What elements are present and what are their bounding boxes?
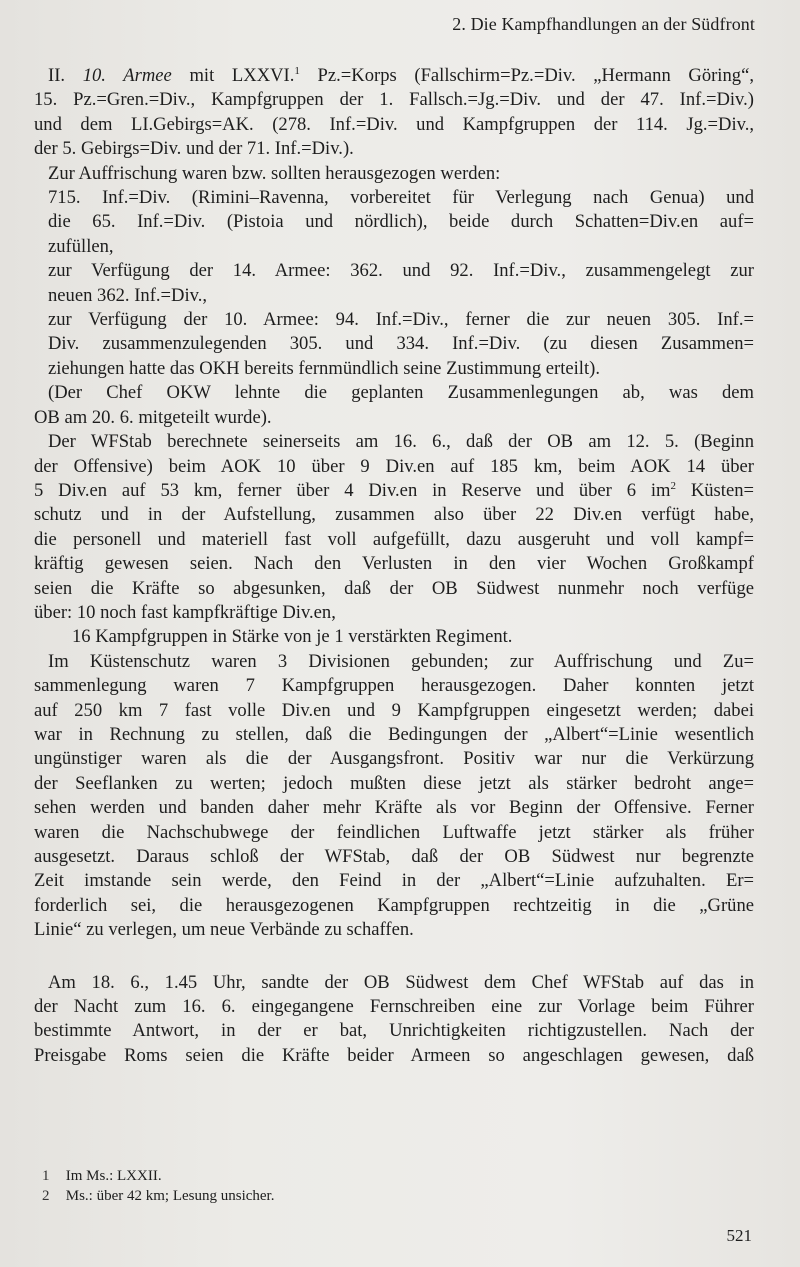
text-line: Der WFStab berechnete seinerseits am 16. 6., daß der OB am 12. 5. (Beginn <box>48 431 754 453</box>
text-line: der Nacht zum 16. 6. eingegangene Fernschreiben eine zur Vorlage beim Führer <box>34 996 754 1018</box>
text-line: und dem LI.Gebirgs=AK. (278. Inf.=Div. und Kampfgruppen der 114. Jg.=Div., <box>34 113 754 135</box>
text-line: war in Rechnung zu stellen, daß die Bedingungen der „Albert“=Linie wesentlich <box>34 723 754 745</box>
text-line: sehen werden und banden daher mehr Kräfte als vor Beginn der Offensive. Ferner <box>34 797 754 819</box>
army-name: 10. Armee <box>82 65 172 86</box>
text-fragment: Pz.=Korps (Fallschirm=Pz.=Div. „Hermann Göring“, <box>317 65 754 86</box>
text-line: ziehungen hatte das OKH bereits fernmündlich seine Zustimmung erteilt). <box>48 357 600 379</box>
text-line: Preisgabe Roms seien die Kräfte beider Armeen so angeschlagen gewesen, daß <box>34 1044 754 1066</box>
body-text <box>34 64 754 1068</box>
footnote-ref-1[interactable]: 1 <box>294 64 300 77</box>
text-line: neuen 362. Inf.=Div., <box>48 284 208 306</box>
text-line: 715. Inf.=Div. (Rimini–Ravenna, vorbereitet für Verlegung nach Genua) und <box>48 187 754 209</box>
text-line: bestimmte Antwort, in der er bat, Unrichtigkeiten richtigzustellen. Nach der <box>34 1020 754 1042</box>
text-line: waren die Nachschubwege der feindlichen Luftwaffe jetzt stärker als früher <box>34 821 754 843</box>
text-line: die personell und materiell fast voll aufgefüllt, dazu ausgeruht und voll kampf= <box>34 528 754 550</box>
text-line: Linie“ zu verlegen, um neue Verbände zu schaffen. <box>34 919 414 941</box>
text-fragment: 5 Div.en auf 53 km, ferner über 4 Div.en in Reserve und über 6 im <box>34 479 671 501</box>
text-line: Zur Auffrischung waren bzw. sollten herausgezogen werden: <box>48 162 501 184</box>
text-line: Am 18. 6., 1.45 Uhr, sandte der OB Südwest dem Chef WFStab auf das in <box>48 971 754 993</box>
text-line: über: 10 noch fast kampfkräftige Div.en, <box>34 601 336 623</box>
text-line: OB am 20. 6. mitgeteilt wurde). <box>34 406 272 428</box>
footnote <box>42 1166 274 1186</box>
text-line: die 65. Inf.=Div. (Pistoia und nördlich), beide durch Schatten=Div.en auf= <box>48 211 754 233</box>
text-line: der Offensive) beim AOK 10 über 9 Div.en auf 185 km, beim AOK 14 über <box>34 455 754 477</box>
text-line: (Der Chef OKW lehnte die geplanten Zusammenlegungen ab, was dem <box>48 382 754 404</box>
footnote-ref-2[interactable]: 2 <box>670 479 676 492</box>
text-line: zufüllen, <box>48 235 114 257</box>
text-fragment: mit LXXVI. <box>189 65 295 86</box>
text-line: schutz und in der Aufstellung, zusammen also über 22 Div.en verfügt habe, <box>34 504 754 526</box>
page-number: 521 <box>726 1226 752 1245</box>
footnote-number: 2 <box>42 1188 50 1204</box>
text-line: zur Verfügung der 10. Armee: 94. Inf.=Div., ferner die zur neuen 305. Inf.= <box>48 309 754 331</box>
text-fragment: II. <box>48 65 66 86</box>
text-line: der 5. Gebirgs=Div. und der 71. Inf.=Div.). <box>34 138 354 160</box>
text-line: zur Verfügung der 14. Armee: 362. und 92. Inf.=Div., zusammengelegt zur <box>48 260 754 282</box>
text-line: kräftig gewesen seien. Nach den Verlusten in den vier Wochen Großkampf <box>34 553 754 575</box>
footnotes <box>42 1166 274 1206</box>
text-line: seien die Kräfte so abgesunken, daß der OB Südwest nunmehr noch verfüge <box>34 577 754 599</box>
text-fragment: Küsten= <box>690 479 754 501</box>
text-line <box>34 64 754 88</box>
text-line: forderlich sei, die herausgezogenen Kampfgruppen rechtzeitig in die „Grüne <box>34 894 754 916</box>
text-line: ungünstiger waren als die der Ausgangsfront. Positiv war nur die Verkürzung <box>34 748 754 770</box>
footnote-number: 1 <box>42 1168 50 1184</box>
text-line: 16 Kampfgruppen in Stärke von je 1 verstärkten Regiment. <box>72 626 513 648</box>
footnote-text: Im Ms.: LXXII. <box>65 1168 162 1184</box>
footnote <box>42 1186 274 1206</box>
paragraph-gap <box>34 943 754 971</box>
text-line: 15. Pz.=Gren.=Div., Kampfgruppen der 1. Fallsch.=Jg.=Div. und der 47. Inf.=Div.) <box>34 89 754 111</box>
text-line: sammenlegung waren 7 Kampfgruppen herausgezogen. Daher konnten jetzt <box>34 675 754 697</box>
running-head: 2. Die Kampfhandlungen an der Südfront <box>452 14 755 34</box>
footnote-text: Ms.: über 42 km; Lesung unsicher. <box>65 1188 275 1204</box>
text-line <box>34 479 754 503</box>
text-line: Im Küstenschutz waren 3 Divisionen gebunden; zur Auffrischung und Zu= <box>48 650 754 672</box>
text-line: der Seeflanken zu werten; jedoch mußten diese jetzt als stärker bedroht ange= <box>34 772 754 794</box>
text-line: Zeit imstande sein werde, den Feind in der „Albert“=Linie aufzuhalten. Er= <box>34 870 754 892</box>
text-line: ausgesetzt. Daraus schloß der WFStab, daß der OB Südwest nur begrenzte <box>34 846 754 867</box>
text-line: Div. zusammenzulegenden 305. und 334. Inf.=Div. (zu diesen Zusammen= <box>48 333 754 355</box>
text-line: auf 250 km 7 fast volle Div.en und 9 Kampfgruppen eingesetzt werden; dabei <box>34 699 754 721</box>
